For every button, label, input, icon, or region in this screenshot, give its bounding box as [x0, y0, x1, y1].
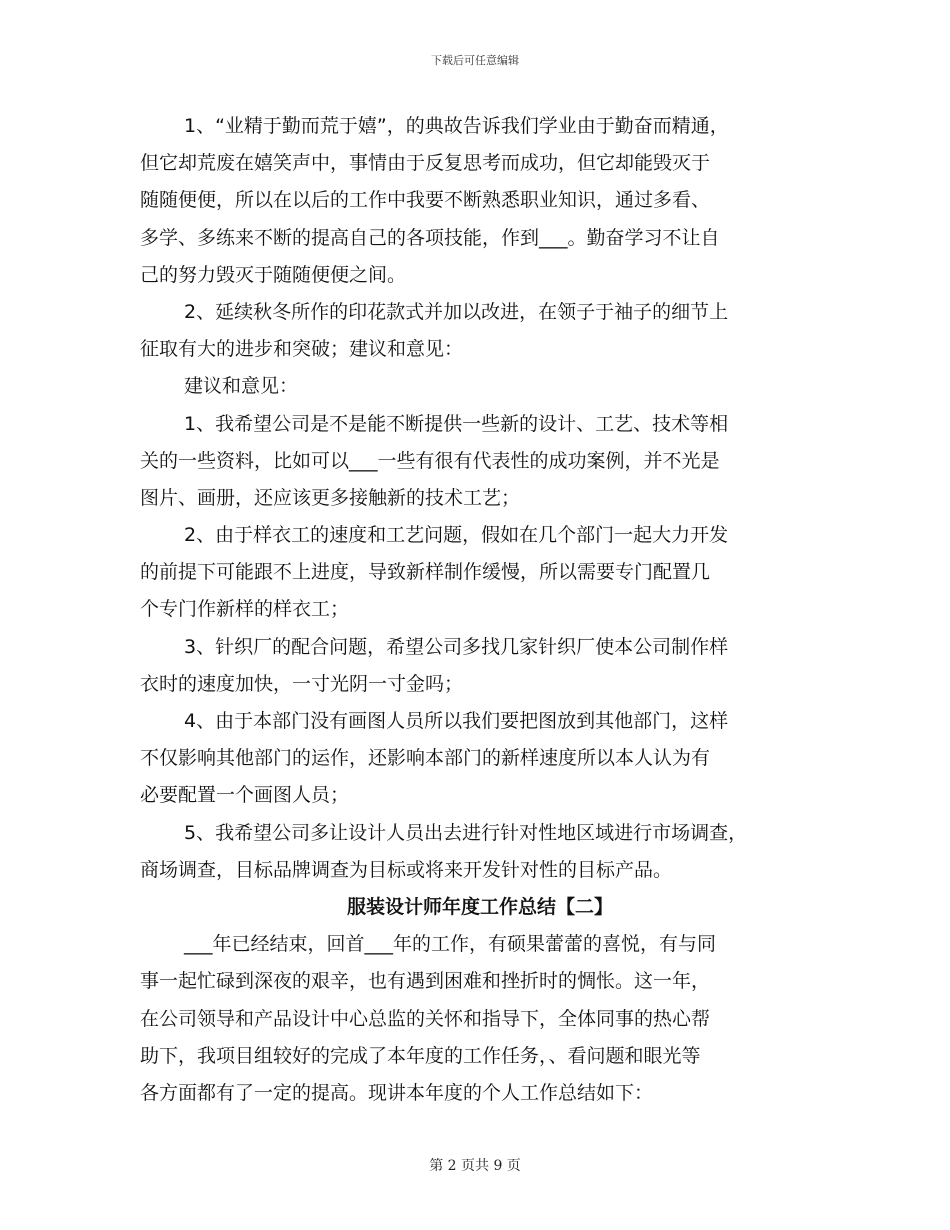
paragraph-line: 2、由于样衣工的速度和工艺问题，假如在几个部门一起大力开发: [184, 524, 729, 547]
paragraph-line: 衣时的速度加快，一寸光阴一寸金吗；: [140, 672, 464, 695]
section-heading: 服装设计师年度工作总结【二】: [346, 895, 613, 918]
paragraph-line: 1、我希望公司是不是能不断提供一些新的设计、工艺、技术等相: [184, 412, 729, 435]
paragraph-line: 征取有大的进步和突破；建议和意见：: [140, 338, 464, 361]
paragraph-line: 图片、画册，还应该更多接触新的技术工艺；: [140, 486, 521, 509]
page-header: 下载后可任意编辑: [431, 54, 519, 67]
page-footer: 第 2 页共 9 页: [429, 1158, 521, 1174]
paragraph-line: 在公司领导和产品设计中心总监的关怀和指导下，全体同事的热心帮: [140, 1007, 711, 1030]
paragraph-line: 必要配置一个画图人员；: [140, 784, 350, 807]
paragraph-line: 3、针织厂的配合问题，希望公司多找几家针织厂使本公司制作样: [184, 635, 729, 658]
paragraph-line: 事一起忙碌到深夜的艰辛，也有遇到困难和挫折时的惆怅。这一年，: [140, 970, 711, 993]
paragraph-line: 4、由于本部门没有画图人员所以我们要把图放到其他部门，这样: [184, 710, 729, 732]
paragraph-line: 2、延续秋冬所作的印花款式并加以改进，在领子于袖子的细节上: [184, 300, 729, 323]
paragraph-line: 的前提下可能跟不上进度，导致新样制作缓慢，所以需要专门配置几: [140, 561, 711, 584]
paragraph-line: 随随便便，所以在以后的工作中我要不断熟悉职业知识，通过多看、: [140, 189, 711, 212]
paragraph-line: 各方面都有了一定的提高。现讲本年度的个人工作总结如下：: [140, 1081, 654, 1104]
paragraph-line: 不仅影响其他部门的运作，还影响本部门的新样速度所以本人认为有: [140, 747, 711, 770]
paragraph-line: 5、我希望公司多让设计人员出去进行针对性地区域进行市场调查，: [184, 821, 748, 844]
paragraph-line: ___年已经结束，回首___年的工作，有硕果蕾蕾的喜悦，有与同: [184, 933, 717, 956]
document-body: [140, 108, 820, 1112]
paragraph-line: 但它却荒废在嬉笑声中，事情由于反复思考而成功，但它却能毁灭于: [140, 152, 711, 175]
paragraph-line: 助下，我项目组较好的完成了本年度的工作任务，、看问题和眼光等: [140, 1044, 701, 1067]
paragraph-line: 多学、多练来不断的提高自己的各项技能，作到___。勤奋学习不让自: [140, 226, 720, 249]
paragraph-line: 己的努力毁灭于随随便便之间。: [140, 263, 407, 286]
paragraph-line: 商场调查，目标品牌调查为目标或将来开发针对性的目标产品。: [140, 858, 673, 881]
paragraph-line: 个专门作新样的样衣工；: [140, 598, 350, 621]
paragraph-line: 关的一些资料，比如可以___一些有很有代表性的成功案例，并不光是: [140, 449, 720, 472]
paragraph-line: 建议和意见：: [184, 375, 299, 398]
paragraph-line: 1、“业精于勤而荒于嬉”，的典故告诉我们学业由于勤奋而精通，: [184, 115, 729, 137]
